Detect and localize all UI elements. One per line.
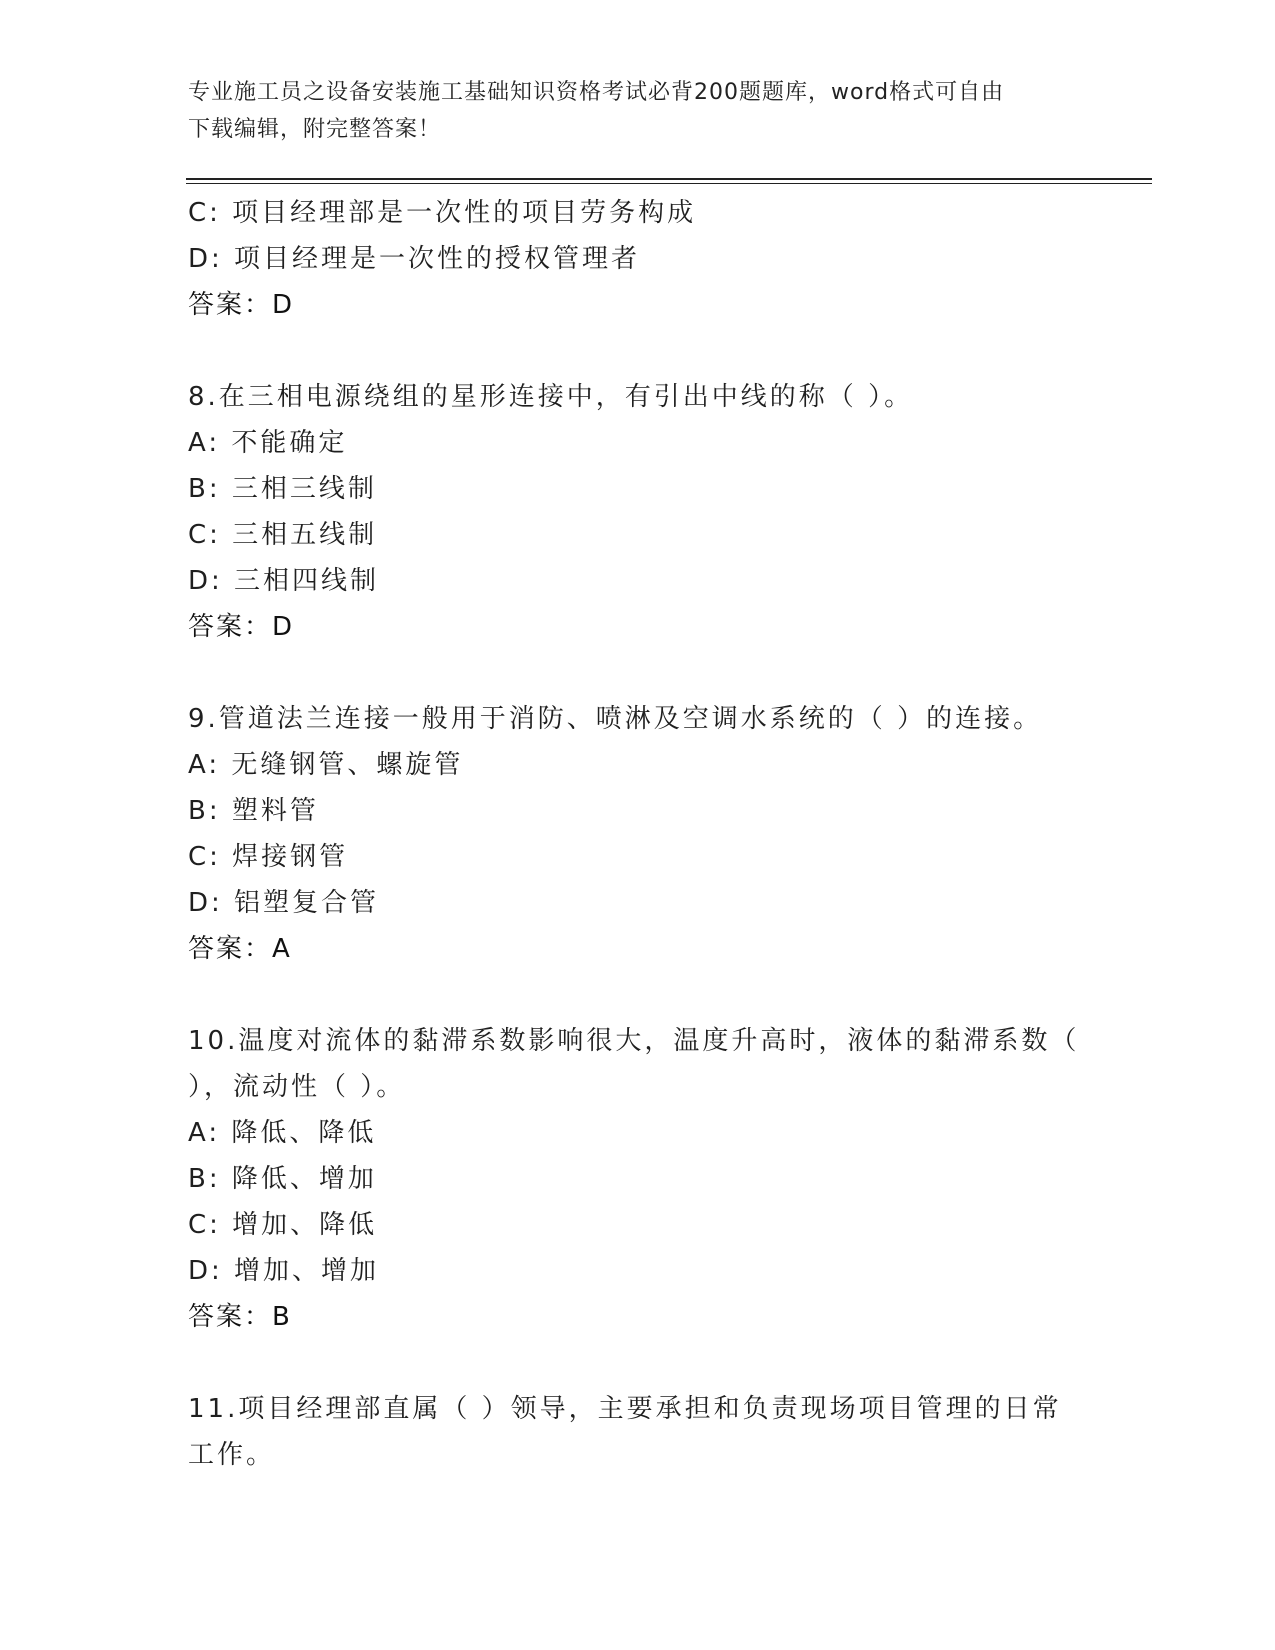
option-a: A: 降低、降低: [188, 1118, 377, 1148]
spacer: [188, 328, 1088, 374]
question-list: [188, 190, 1088, 1478]
question-text-line-1: 10.温度对流体的黏滞系数影响很大，温度升高时，液体的黏滞系数（: [188, 1026, 1080, 1056]
option-c: C: 三相五线制: [188, 520, 378, 550]
answer: 答案：A: [188, 934, 292, 964]
question-9: [188, 696, 1088, 972]
option-c: C: 焊接钢管: [188, 842, 349, 872]
header-divider: [186, 178, 1152, 184]
spacer: [188, 650, 1088, 696]
header-line-1: 专业施工员之设备安装施工基础知识资格考试必背200题题库，word格式可自由: [188, 80, 1005, 105]
option-c: C: 增加、降低: [188, 1210, 378, 1240]
option-b: B: 塑料管: [188, 796, 319, 826]
option-d: D: 增加、增加: [188, 1256, 380, 1286]
answer: 答案：D: [188, 290, 295, 320]
answer: 答案：D: [188, 612, 295, 642]
option-b: B: 降低、增加: [188, 1164, 377, 1194]
spacer: [188, 1340, 1088, 1386]
question-text-line-2: ），流动性（ ）。: [188, 1072, 406, 1102]
option-a: A: 不能确定: [188, 428, 348, 458]
option-d: D: 铝塑复合管: [188, 888, 380, 918]
question-text-line-1: 11.项目经理部直属（ ）领导，主要承担和负责现场项目管理的日常: [188, 1394, 1062, 1424]
question-8: [188, 374, 1088, 650]
question-text: 9.管道法兰连接一般用于消防、喷淋及空调水系统的（ ）的连接。: [188, 704, 1043, 734]
option-a: A: 无缝钢管、螺旋管: [188, 750, 464, 780]
spacer: [188, 972, 1088, 1018]
question-11: [188, 1386, 1088, 1478]
question-text-line-2: 工作。: [188, 1440, 276, 1470]
document-header: [188, 74, 1068, 148]
header-line-2: 下载编辑，附完整答案！: [188, 117, 442, 142]
question-10: [188, 1018, 1088, 1340]
option-d: D: 三相四线制: [188, 566, 380, 596]
question-text: 8.在三相电源绕组的星形连接中，有引出中线的称（ ）。: [188, 382, 914, 412]
question-7-tail: [188, 190, 1088, 328]
option-d: D: 项目经理是一次性的授权管理者: [188, 244, 641, 274]
option-c: C: 项目经理部是一次性的项目劳务构成: [188, 198, 697, 228]
answer: 答案：B: [188, 1302, 292, 1332]
option-b: B: 三相三线制: [188, 474, 377, 504]
